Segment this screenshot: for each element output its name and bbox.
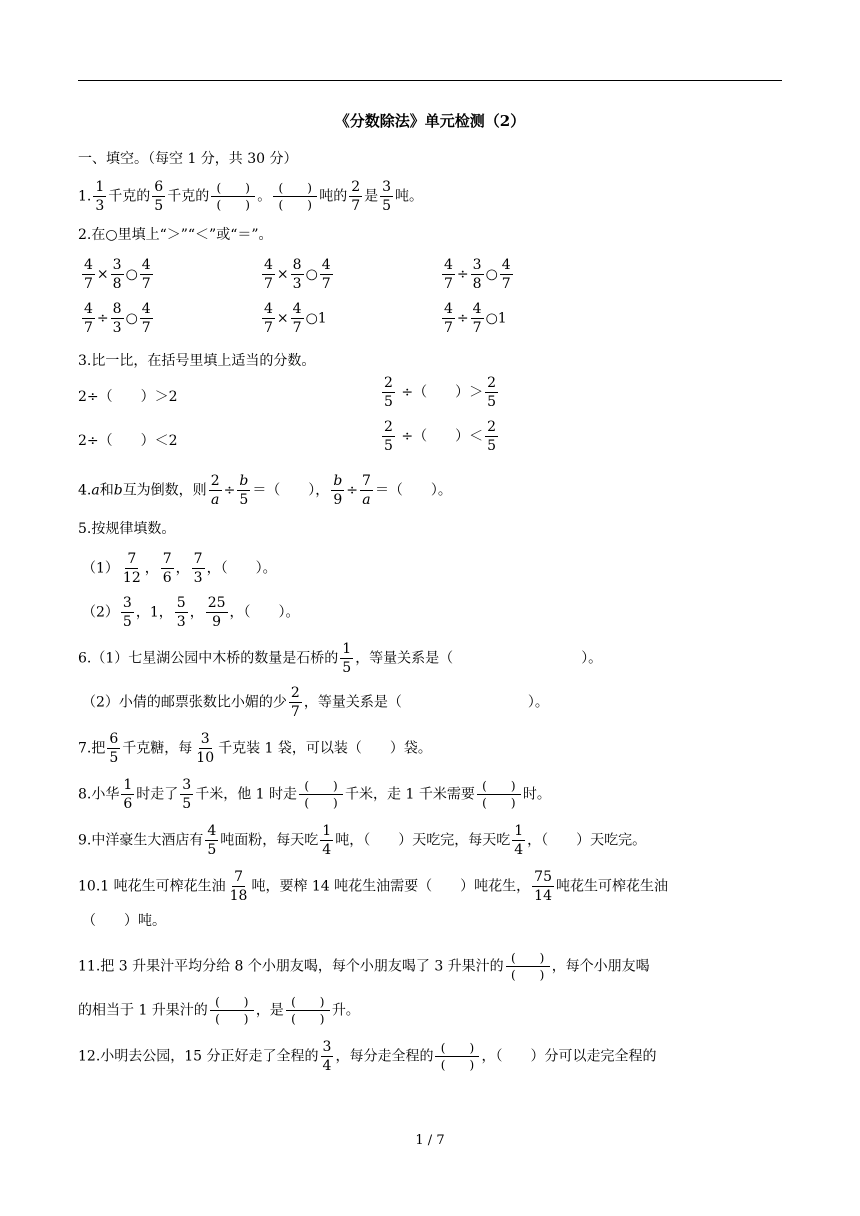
answer-blank: ( ) ( ) <box>506 952 550 981</box>
comparison-item <box>260 302 327 335</box>
fraction: $\frac{8}{3}$ <box>292 257 302 292</box>
answer-blank: ( ) ( ) <box>286 996 330 1025</box>
fraction: $\frac{4}{7}$ <box>141 301 151 336</box>
section-heading: 一、填空。（每空 1 分，共 30 分） <box>78 151 298 167</box>
question-12: 12.小明去公园，15 分正好走了全程的 $\frac{3}{4}$ ，每分走全程的 ( ) ( ) ，（ ）分可以走完全程的 <box>78 1039 657 1074</box>
question-1: 1. $\frac{1}{3}$ 千克的 $\frac{6}{5}$ 千克的 ( ) ( ) 。 ( ) ( ) 吨的 $\frac{2}{7}$ 是 $\frac{3}{5}$ 吨。 <box>78 179 424 214</box>
answer-blank: ( ) ( ) <box>211 182 255 211</box>
q3-item-2: 2÷（ ）＜2 <box>78 433 178 449</box>
answer-blank: ( ) ( ) <box>477 780 521 809</box>
fraction: $\frac{4}{7}$ <box>264 257 273 292</box>
compare-circle[interactable]: ○ <box>125 266 138 283</box>
compare-circle[interactable]: ○ <box>305 310 318 327</box>
operator: × <box>276 266 289 283</box>
compare-circle[interactable]: ○ <box>485 310 498 327</box>
value: 1 <box>317 310 327 327</box>
question-11-cont: 的相当于 1 升果汁的 ( ) ( ) ，是 ( ) ( ) 升。 <box>78 995 360 1026</box>
fraction: $\frac{4}{7}$ <box>264 301 273 336</box>
question-10: 10.1 吨花生可榨花生油 $\frac{7}{18}$ 吨，要榨 14 吨花生油需要（ ）吨花生， $\frac{75}{14}$ 吨花生可榨花生油 <box>78 869 668 904</box>
fraction: $\frac{4}{7}$ <box>84 257 93 292</box>
fraction: $\frac{4}{7}$ <box>84 301 93 336</box>
answer-blank: ( ) ( ) <box>435 1042 479 1071</box>
operator: ÷ <box>456 266 469 283</box>
q3-item-3: $\frac{2}{5}$ ÷（ ）＞ $\frac{2}{5}$ <box>384 375 497 410</box>
fraction: $\frac{4}{7}$ <box>321 257 331 292</box>
fraction: $\frac{8}{3}$ <box>112 301 122 336</box>
operator: ÷ <box>96 310 109 327</box>
q5-sequence-2: （2） $\frac{3}{5}$ ，1， $\frac{5}{3}$ ， $\frac{25}{9}$ ，（ ）。 <box>82 595 300 630</box>
fraction: $\frac{4}{7}$ <box>444 301 453 336</box>
fraction: $\frac{3}{8}$ <box>472 257 482 292</box>
q3-item-1: 2÷（ ）＞2 <box>78 389 178 405</box>
question-11: 11.把 3 升果汁平均分给 8 个小朋友喝，每个小朋友喝了 3 升果汁的 ( ) ( ) ，每个小朋友喝 <box>78 951 650 982</box>
comparison-item <box>440 258 515 291</box>
question-6-part-1: 6.（1）七星湖公园中木桥的数量是石桥的 $\frac{1}{5}$ ，等量关系是（ ）。 <box>78 641 603 676</box>
compare-circle[interactable]: ○ <box>125 310 138 327</box>
header-rule <box>78 80 782 81</box>
q3-item-4: $\frac{2}{5}$ ÷（ ）＜ $\frac{2}{5}$ <box>384 419 497 454</box>
q5-sequence-1: （1） $\frac{7}{12}$ ， $\frac{7}{6}$ ， $\frac{7}{3}$ ，（ ）。 <box>82 551 277 586</box>
answer-blank: ( ) ( ) <box>299 780 343 809</box>
answer-blank: ( ) ( ) <box>210 996 254 1025</box>
page-title: 《分数除法》单元检测（2） <box>334 112 526 130</box>
question-10-cont: （ ）吨。 <box>82 913 166 929</box>
fraction: $\frac{3}{8}$ <box>112 257 122 292</box>
question-2: 2.在○里填上“＞”“＜”或“＝”。 <box>78 227 273 243</box>
fraction: $\frac{4}{7}$ <box>444 257 453 292</box>
question-5: 5.按规律填数。 <box>78 521 176 537</box>
operator: × <box>276 310 289 327</box>
comparison-item <box>260 258 335 291</box>
question-7: 7.把 $\frac{6}{5}$ 千克糖，每 $\frac{3}{10}$ 千克装 1 袋，可以装（ ）袋。 <box>78 731 432 766</box>
fraction: $\frac{4}{7}$ <box>501 257 511 292</box>
comparison-item <box>80 302 155 335</box>
question-9: 9.中洋豪生大酒店有 $\frac{4}{5}$ 吨面粉，每天吃 $\frac{1}{4}$ 吨，（ ）天吃完，每天吃 $\frac{1}{4}$ ，（ ）天吃完。 <box>78 823 647 858</box>
fraction: $\frac{4}{7}$ <box>472 301 482 336</box>
question-3: 3.比一比，在括号里填上适当的分数。 <box>78 353 316 369</box>
fraction: $\frac{4}{7}$ <box>292 301 302 336</box>
compare-circle[interactable]: ○ <box>305 266 318 283</box>
question-6-part-2: （2）小倩的邮票张数比小媚的少 $\frac{2}{7}$ ，等量关系是（ ）。 <box>82 685 549 720</box>
question-8: 8.小华 $\frac{1}{6}$ 时走了 $\frac{3}{5}$ 千米，他 1 时走 ( ) ( ) 千米，走 1 千米需要 ( ) ( ) 时。 <box>78 777 551 812</box>
question-4: 4.a和b互为倒数，则 $\frac{2}{a}$ ÷ $\frac{b}{5}$ ＝（ ）， $\frac{b}{9}$ ÷ $\frac{7}{a}$ ＝（ ）。 <box>78 473 452 508</box>
page-number: 1 / 7 <box>415 1133 445 1148</box>
operator: ÷ <box>456 310 469 327</box>
comparison-item <box>80 258 155 291</box>
comparison-item <box>440 302 507 335</box>
operator: × <box>96 266 109 283</box>
value: 1 <box>497 310 507 327</box>
compare-circle[interactable]: ○ <box>485 266 498 283</box>
answer-blank: ( ) ( ) <box>273 182 317 211</box>
fraction: $\frac{4}{7}$ <box>141 257 151 292</box>
